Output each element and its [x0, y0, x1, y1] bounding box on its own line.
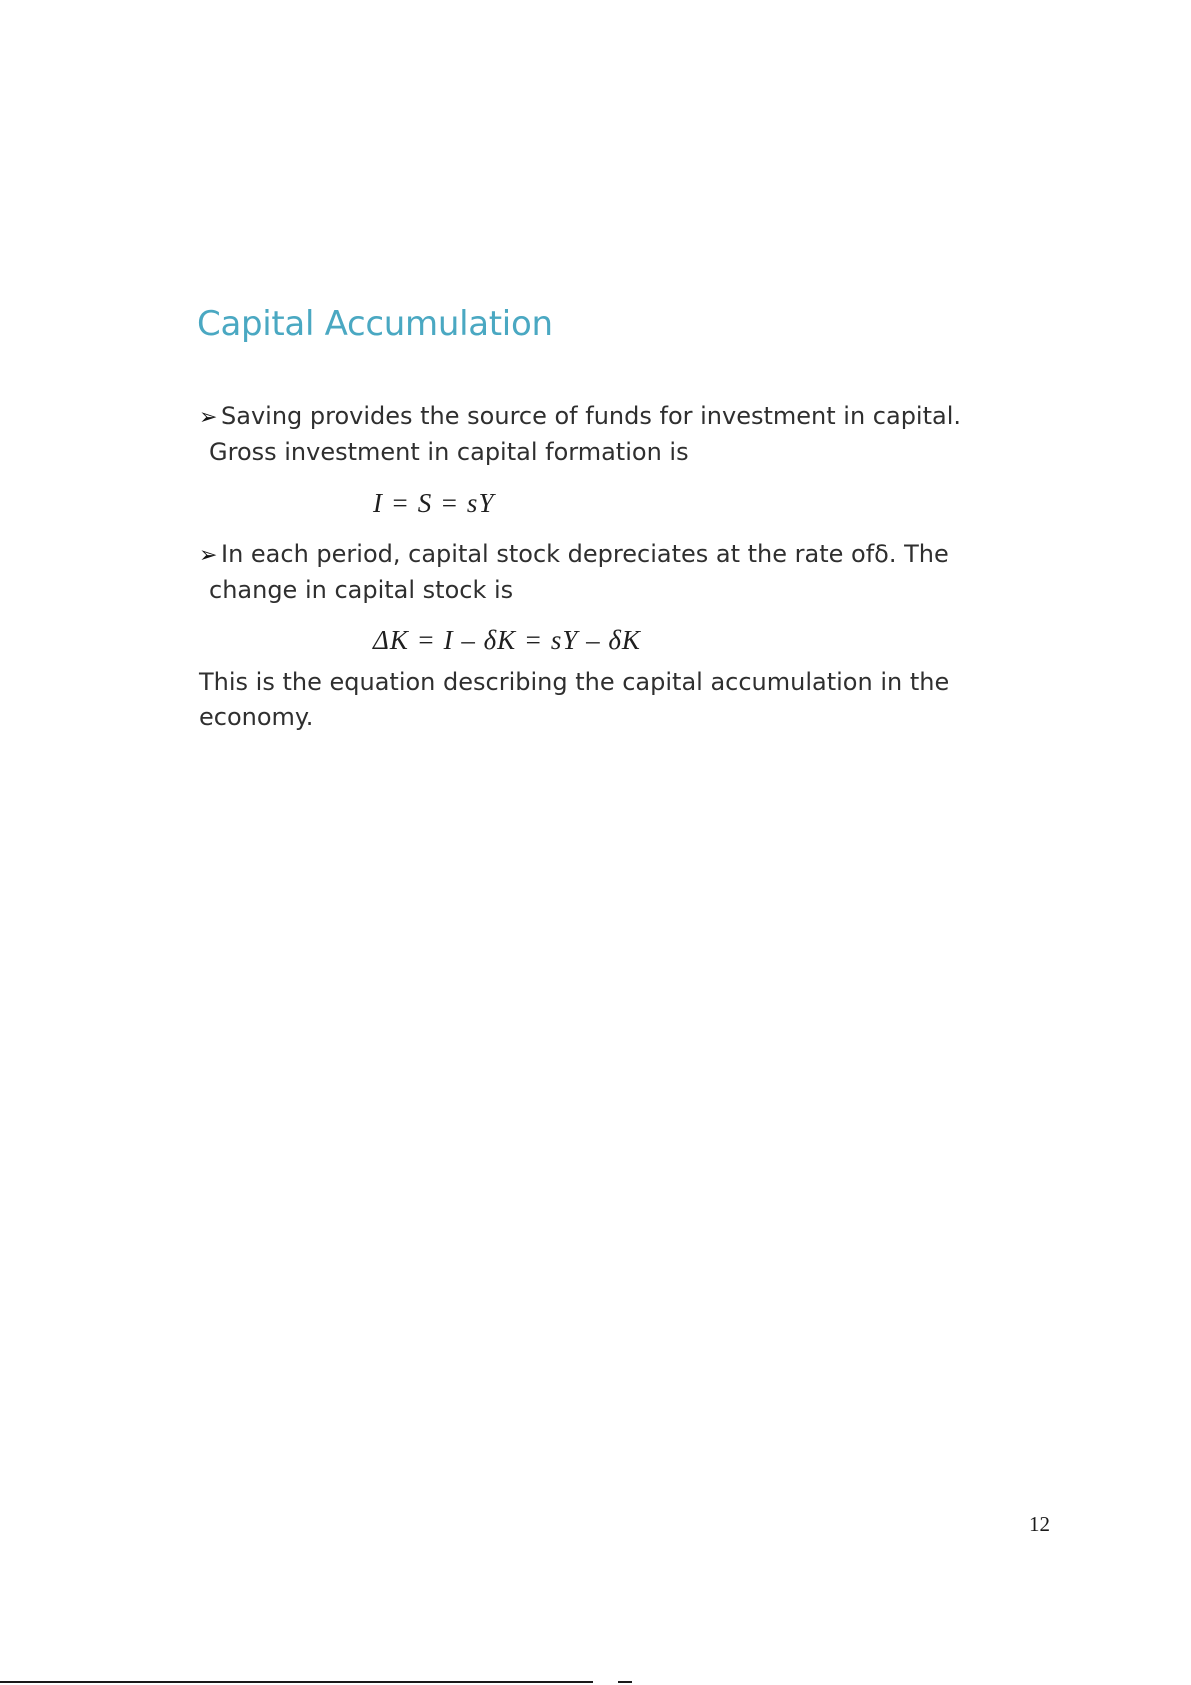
bullet-text-line: In each period, capital stock depreciates at the rate ofδ. The: [221, 540, 949, 568]
arrow-bullet-icon: ➢: [199, 405, 218, 430]
bullet-text-line: change in capital stock is: [209, 576, 514, 604]
arrow-bullet-icon: ➢: [199, 543, 218, 568]
section-title: Capital Accumulation: [197, 304, 553, 344]
footer-divider: [0, 1681, 593, 1683]
bullet-paragraph-depreciation: [199, 537, 949, 608]
bullet-text-line: Saving provides the source of funds for investment in capital.: [221, 402, 962, 430]
conclusion-paragraph: [199, 665, 949, 735]
page-number: 12: [1029, 1512, 1050, 1536]
conclusion-line: This is the equation describing the capital accumulation in the: [199, 668, 950, 696]
footer-divider-tick: [618, 1681, 632, 1683]
bullet-paragraph-saving: [199, 399, 961, 470]
conclusion-line: economy.: [199, 703, 314, 731]
equation-investment: I = S = sY: [373, 488, 495, 518]
equation-capital-change: ΔK = I – δK = sY – δK: [373, 625, 641, 655]
bullet-text-line: Gross investment in capital formation is: [209, 438, 689, 466]
